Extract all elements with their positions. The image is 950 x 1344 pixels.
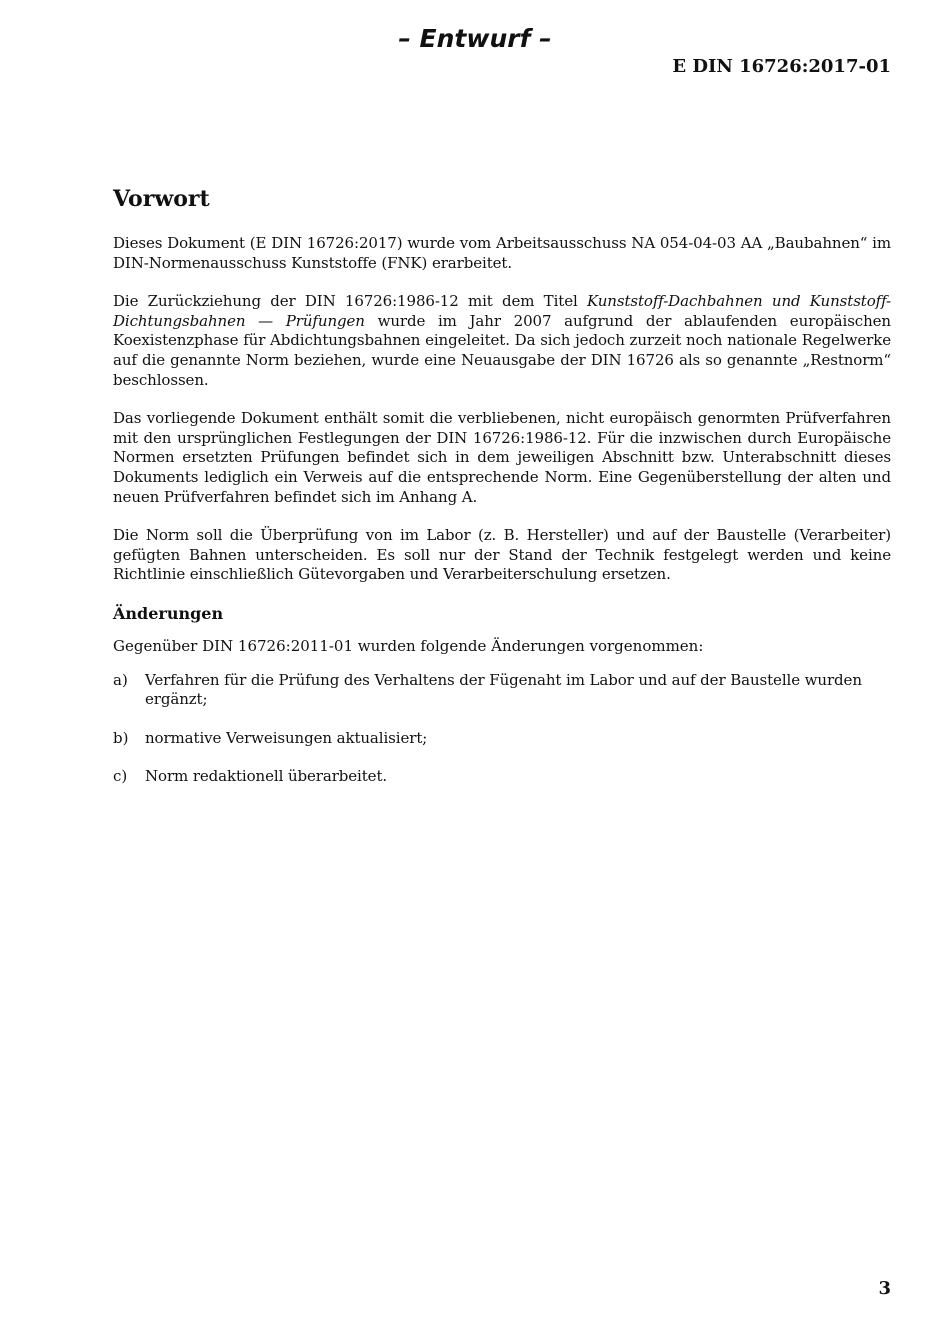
page-number: 3 [878, 1278, 891, 1299]
list-item [113, 671, 891, 710]
paragraph-4: Die Norm soll die Überprüfung von im Labor (z. B. Hersteller) und auf der Baustelle (Verarbeiter) gefügten Bahnen unterscheiden. Es soll nur der Stand der Technik festgelegt werden und keine Richtlinie einschließlich Gütevorgaben und Verarbeiterschulung ersetzen. [113, 526, 891, 584]
list-item-letter: a) [113, 670, 128, 689]
list-item-letter: b) [113, 728, 129, 747]
changes-list [113, 671, 891, 787]
paragraph-3: Das vorliegende Dokument enthält somit die verbliebenen, nicht europäisch genormten Prüfverfahren mit den ursprünglichen Festlegungen der DIN 16726:1986-12. Für die inzwischen durch Europäische Normen ersetzten Prüfungen befindet sich in dem jeweiligen Abschnitt bzw. Unterabschnitt dieses Dokuments lediglich ein Verweis auf die entsprechende Norm. Eine Gegenüberstellung der alten und neuen Prüfverfahren befindet sich im Anhang A. [113, 409, 891, 506]
changes-intro: Gegenüber DIN 16726:2011-01 wurden folgende Änderungen vorgenommen: [113, 636, 704, 655]
changes-title: Änderungen [113, 603, 224, 623]
list-item-letter: c) [113, 767, 128, 786]
list-item-text: Verfahren für die Prüfung des Verhaltens der Fügenaht im Labor und auf der Baustelle wurden ergänzt; [145, 670, 862, 709]
paragraph-2 [113, 292, 891, 390]
withdrawn-standard-title: Kunststoff-Dachbahnen und Kunststoff-Dichtungsbahnen — Prüfungen [113, 292, 891, 330]
paragraph-2-start: Die Zurückziehung der DIN 16726:1986-12 mit dem Titel [113, 292, 587, 311]
list-item-text: Norm redaktionell überarbeitet. [145, 767, 388, 786]
document-id: E DIN 16726:2017-01 [672, 56, 891, 77]
list-item [113, 767, 891, 787]
document-body [113, 186, 891, 806]
paragraph-1: Dieses Dokument (E DIN 16726:2017) wurde vom Arbeitsausschuss NA 054-04-03 AA „Baubahnen“ im DIN-Normenausschuss Kunststoffe (FNK) erarbeitet. [113, 234, 891, 272]
draft-watermark-title: – Entwurf – [398, 24, 552, 53]
list-item-text: normative Verweisungen aktualisiert; [145, 728, 428, 747]
paragraph-2-end: wurde im Jahr 2007 aufgrund der ablaufenden europäischen Koexistenzphase für Abdichtungsbahnen eingeleitet. Da sich jedoch zurzeit noch nationale Regelwerke auf die genannte Norm beziehen, wurde eine Neuausgabe der DIN 16726 als so genannte „Restnorm“ beschlossen. [113, 311, 891, 389]
section-title: Vorwort [113, 186, 210, 212]
list-item [113, 729, 891, 749]
